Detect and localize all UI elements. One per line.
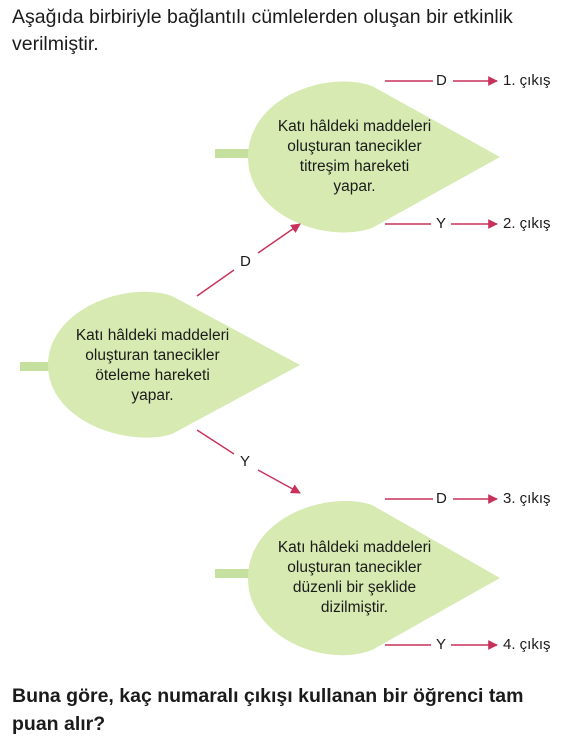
leaf-root-text: Katı hâldeki maddeleri oluşturan tanecikler öteleme hareketi yapar. <box>75 327 230 404</box>
exit-3-answer: D <box>436 490 447 507</box>
exit-3-label: 3. çıkış <box>503 490 551 507</box>
leaf-bottom-text: Katı hâldeki maddeleri oluşturan tanecikler düzenli bir şeklide dizilmiştir. <box>277 539 432 616</box>
exit-4-label: 4. çıkış <box>503 636 551 653</box>
branch-true-label: D <box>240 253 251 270</box>
leaf-top-text: Katı hâldeki maddeleri oluşturan tanecikler titreşim hareketi yapar. <box>277 118 432 195</box>
branch-false-arrow <box>258 470 300 493</box>
exit-2-label: 2. çıkış <box>503 215 551 232</box>
exit-1-answer: D <box>436 72 447 89</box>
branch-true-arrow <box>258 224 300 253</box>
exit-1-label: 1. çıkış <box>503 72 551 89</box>
branch-true-line-a <box>197 270 234 296</box>
branch-false-label: Y <box>240 453 251 470</box>
branch-false-line-a <box>197 430 234 454</box>
exit-2-answer: Y <box>436 215 447 232</box>
intro-text: Aşağıda birbiriyle bağlantılı cümlelerden oluşan bir etkinlik verilmiştir. <box>12 6 513 55</box>
question-text: Buna göre, kaç numaralı çıkışı kullanan bir öğrenci tam puan alır? <box>12 685 524 735</box>
exit-4-answer: Y <box>436 636 447 653</box>
leaf-root-stem <box>20 362 50 371</box>
